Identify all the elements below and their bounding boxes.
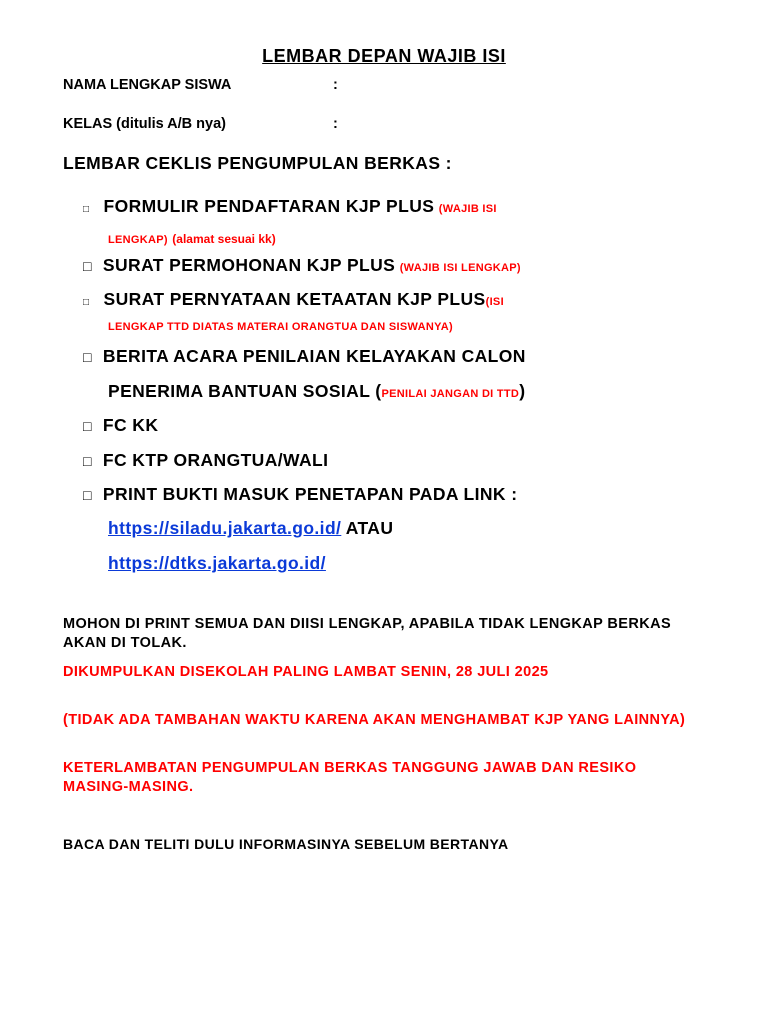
item-note-line2: LENGKAP) (alamat sesuai kk) <box>108 232 276 246</box>
item-note: PENILAI JANGAN DI TTD <box>381 388 520 400</box>
item-label: SURAT PERNYATAAN KETAATAN KJP PLUS <box>103 289 486 309</box>
checklist-item <box>83 450 328 471</box>
item-note: (ISI <box>485 296 504 308</box>
kelas-label: KELAS (ditulis A/B nya) <box>63 116 226 132</box>
checkbox-icon[interactable]: □ <box>83 297 90 308</box>
item-note: (WAJIB ISI LENGKAP) <box>399 262 521 274</box>
item-label: FC KK <box>102 415 159 435</box>
print-notice: MOHON DI PRINT SEMUA DAN DIISI LENGKAP, APABILA TIDAK LENGKAP BERKAS AKAN DI TOLAK. <box>63 616 672 651</box>
item-note: (WAJIB ISI <box>438 203 497 215</box>
page-title: LEMBAR DEPAN WAJIB ISI <box>262 46 506 66</box>
deadline-notice: DIKUMPULKAN DISEKOLAH PALING LAMBAT SENIN, 28 JULI 2025 <box>63 664 549 680</box>
checklist-item <box>83 196 497 217</box>
checklist-item <box>83 484 517 505</box>
checkbox-icon[interactable]: □ <box>83 258 92 274</box>
link-separator: ATAU <box>345 518 394 538</box>
item-note-line2: LENGKAP TTD DIATAS MATERAI ORANGTUA DAN SISWANYA) <box>108 321 453 333</box>
nama-colon: : <box>333 77 338 93</box>
dtks-link[interactable]: https://dtks.jakarta.go.id/ <box>108 553 326 573</box>
checkbox-icon[interactable]: □ <box>83 487 92 503</box>
nama-label: NAMA LENGKAP SISWA <box>63 77 232 93</box>
item-label-line2: PENERIMA BANTUAN SOSIAL (PENILAI JANGAN DI TTD) <box>108 381 526 401</box>
read-first-notice: BACA DAN TELITI DULU INFORMASINYA SEBELUM BERTANYA <box>63 836 509 852</box>
checkbox-icon[interactable]: □ <box>83 349 92 365</box>
item-label: BERITA ACARA PENILAIAN KELAYAKAN CALON <box>102 346 526 366</box>
item-label: SURAT PERMOHONAN KJP PLUS <box>102 255 396 275</box>
link-line-1 <box>108 518 393 539</box>
item-label: FC KTP ORANGTUA/WALI <box>102 450 329 470</box>
kelas-colon: : <box>333 116 338 132</box>
checklist-item <box>83 255 521 276</box>
no-extension-notice: (TIDAK ADA TAMBAHAN WAKTU KARENA AKAN MENGHAMBAT KJP YANG LAINNYA) <box>63 712 686 728</box>
responsibility-notice: KETERLAMBATAN PENGUMPULAN BERKAS TANGGUNG JAWAB DAN RESIKO MASING-MASING. <box>63 760 637 795</box>
item-label: PRINT BUKTI MASUK PENETAPAN PADA LINK : <box>102 484 518 504</box>
item-label: FORMULIR PENDAFTARAN KJP PLUS <box>103 196 435 216</box>
checkbox-icon[interactable]: □ <box>83 453 92 469</box>
checkbox-icon[interactable]: □ <box>83 418 92 434</box>
siladu-link[interactable]: https://siladu.jakarta.go.id/ <box>108 518 342 538</box>
link-line-2 <box>108 553 326 574</box>
checklist-item <box>83 415 158 436</box>
checkbox-icon[interactable]: □ <box>83 204 90 215</box>
checklist-heading: LEMBAR CEKLIS PENGUMPULAN BERKAS : <box>63 153 452 173</box>
checklist-item <box>83 346 526 367</box>
checklist-item <box>83 289 504 310</box>
